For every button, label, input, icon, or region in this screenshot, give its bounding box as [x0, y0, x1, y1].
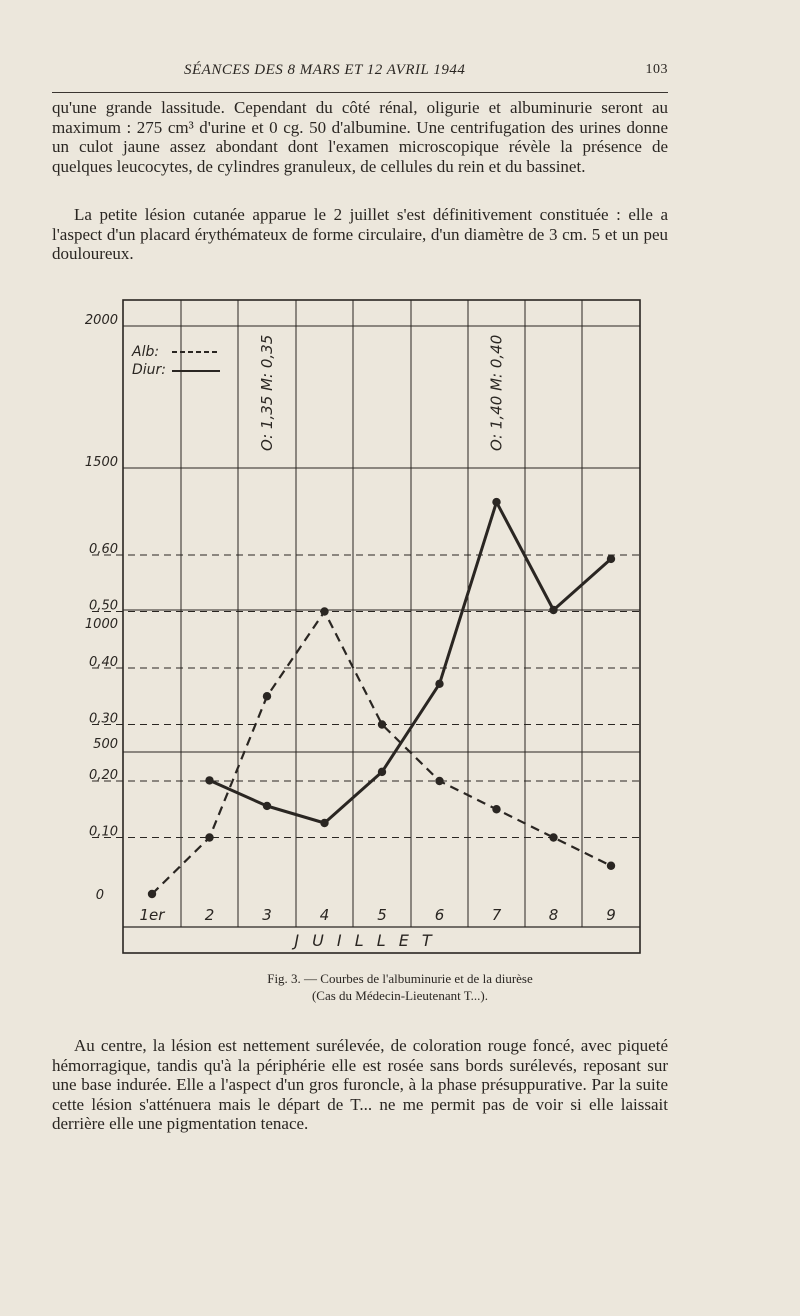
day-tick-label: 6 — [434, 906, 445, 924]
paragraph-2 — [52, 205, 668, 264]
series-point-diur — [205, 776, 213, 784]
day-tick-label: 8 — [548, 906, 559, 924]
albumine-tick-label: 0,60 — [89, 542, 118, 557]
albumine-tick-label: 0,30 — [89, 711, 118, 727]
paragraph-3-text: Au centre, la lésion est nettement surélevée, de coloration rouge foncé, avec piqueté hémorragique, tandis qu'à la périphérie elle est rosée sans bords surélevés, reposant sur une base indurée. Elle a l'aspect d'un gros furoncle, à la phase présuppurative. Par la suite cette lésion s'atténuera mais le départ de T... ne me permit pas de voir si elle laissait derrière elle une pigmentation tenace. — [52, 1036, 668, 1133]
albumine-tick-label: 0,50 — [89, 598, 118, 614]
day-tick-label: 1er — [139, 906, 165, 924]
paragraph-3 — [52, 1036, 668, 1134]
series-point-diur — [378, 768, 386, 776]
albumine-tick-label: 0,10 — [89, 824, 118, 840]
diurese-tick-label: 2000 — [84, 313, 118, 328]
day-tick-label: 5 — [377, 906, 387, 924]
series-line-alb — [152, 612, 611, 895]
legend-diur-label: Diur: — [132, 362, 167, 378]
legend-alb-label: Alb: — [132, 344, 160, 360]
paragraph-2-text: La petite lésion cutanée apparue le 2 juillet s'est définitivement constituée : elle a l'aspect d'un placard érythémateux de forme circulaire, d'un diamètre de 3 cm. 5 et un peu douloureux. — [52, 205, 668, 263]
series-point-alb — [378, 720, 386, 728]
series-point-diur — [549, 606, 557, 614]
albumine-tick-label: 0,20 — [89, 768, 118, 783]
albumine-tick-label: 0,40 — [89, 655, 118, 670]
albumine-tick-label: 0 — [95, 888, 104, 903]
chart-frame — [123, 300, 640, 953]
running-head — [52, 62, 668, 86]
caption-line-1: Fig. 3. — Courbes de l'albuminurie et de la diurèse — [267, 971, 533, 986]
day-tick-label: 3 — [262, 906, 272, 924]
diurese-tick-label: 500 — [93, 737, 118, 752]
diurese-tick-label: 1500 — [84, 455, 118, 470]
caption-line-2: (Cas du Médecin-Lieutenant T...). — [311, 988, 489, 1003]
series-point-alb — [320, 607, 328, 615]
chart-annotation: O: 1,35 M: 0,35 — [258, 334, 276, 451]
page-number: 103 — [645, 62, 668, 77]
day-tick-label: 9 — [606, 906, 616, 924]
series-point-alb — [607, 862, 615, 870]
day-tick-label: 4 — [319, 906, 330, 924]
x-axis-label: J U I L L E T — [294, 931, 436, 950]
day-tick-label: 7 — [491, 906, 502, 924]
header-rule — [52, 92, 668, 93]
series-point-alb — [492, 805, 500, 813]
paragraph-1: qu'une grande lassitude. Cependant du côté rénal, oligurie et albuminurie seront au maximum : 275 cm³ d'urine et 0 cg. 50 d'albumine. Une centrifugation des urines donne un culot jaune assez abondant dont l'examen microscopique révèle la présence de quelques leucocytes, de cylindres granuleux, de cellules du rein et du bassinet. — [52, 98, 668, 176]
series-point-alb — [549, 833, 557, 841]
series-point-diur — [263, 802, 271, 810]
series-point-alb — [263, 692, 271, 700]
diurese-tick-label: 1000 — [84, 617, 118, 632]
series-point-diur — [435, 680, 443, 688]
series-point-diur — [607, 555, 615, 563]
series-point-alb — [435, 777, 443, 785]
chart-annotation: O: 1,40 M: 0,40 — [487, 334, 506, 451]
series-line-diur — [210, 502, 612, 823]
day-tick-label: 2 — [204, 906, 215, 924]
figure-caption — [150, 970, 650, 1004]
series-point-alb — [148, 890, 156, 898]
series-point-alb — [205, 833, 213, 841]
series-point-diur — [492, 498, 500, 506]
series-point-diur — [320, 819, 328, 827]
figure-chart — [40, 296, 660, 966]
chart-svg — [40, 296, 660, 966]
running-title: SÉANCES DES 8 MARS ET 12 AVRIL 1944 — [184, 62, 466, 78]
